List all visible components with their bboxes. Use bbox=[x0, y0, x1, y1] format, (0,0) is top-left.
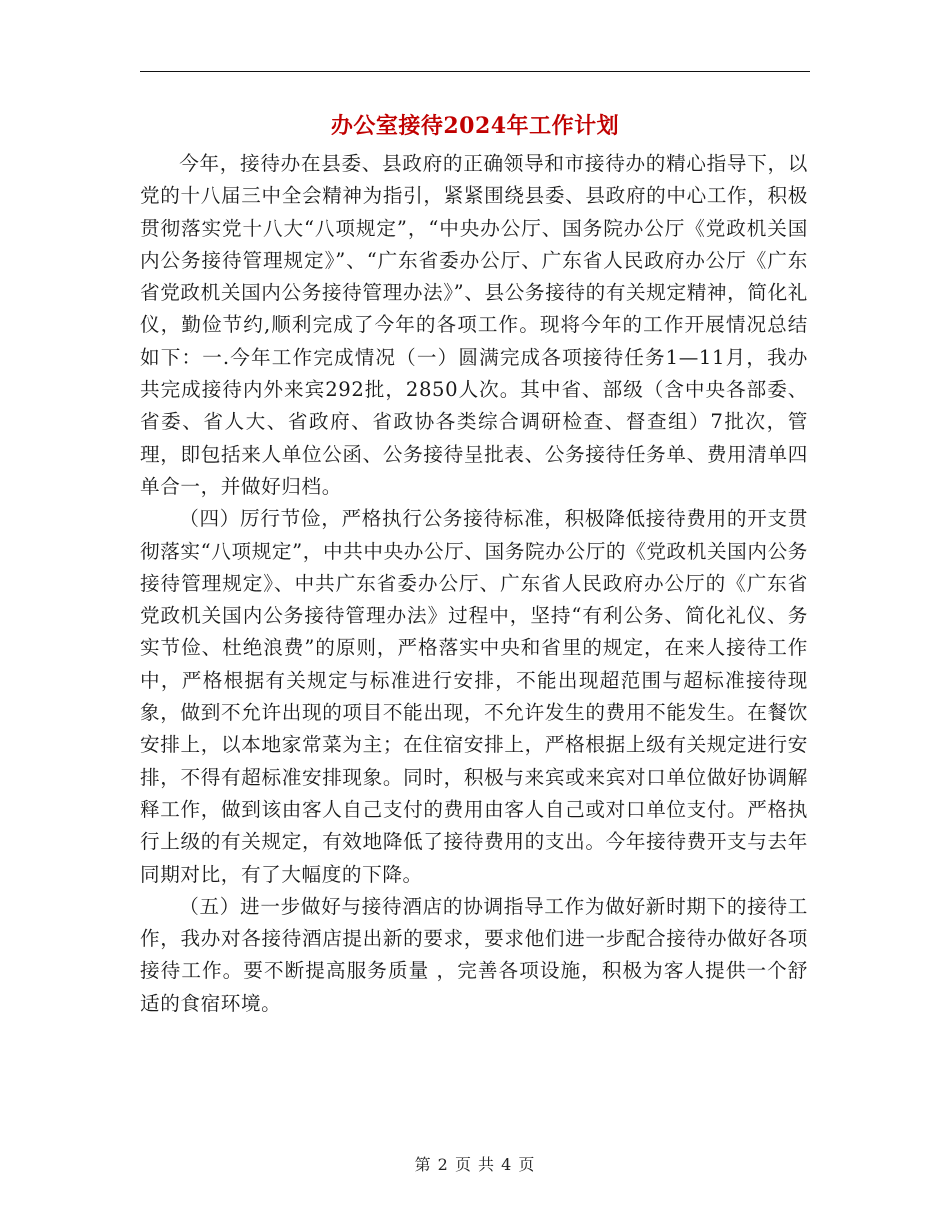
paragraph-summary: 今年，接待办在县委、县政府的正确领导和市接待办的精心指导下，以党的十八届三中全会精神为指引，紧紧围绕县委、县政府的中心工作，积极贯彻落实党十八大“八项规定”，“中央办公厅、国务院办公厅《党政机关国内公务接待管理规定》”、“广东省委办公厅、广东省人民政府办公厅《广东省党政机关国内公务接待管理办法》”、县公务接待的有关规定精神，简化礼仪，勤俭节约,顺利完成了今年的各项工作。现将今年的工作开展情况总结如下：一.今年工作完成情况（一）圆满完成各项接待任务1—11月，我办共完成接待内外来宾292批，2850人次。其中省、部级（含中央各部委、省委、省人大、省政府、省政协各类综合调研检查、督查组）7批次，管理，即包括来人单位公函、公务接待呈批表、公务接待任务单、费用清单四单合一，并做好归档。 bbox=[140, 152, 808, 498]
paragraph-section-five: （五）进一步做好与接待酒店的协调指导工作为做好新时期下的接待工作，我办对各接待酒店提出新的要求，要求他们进一步配合接待办做好各项接待工作。要不断提高服务质量 ，完善各项设施，积极为客人提供一个舒适的食宿环境。 bbox=[140, 894, 808, 1015]
paragraph-section-four: （四）厉行节俭，严格执行公务接待标准，积极降低接待费用的开支贯彻落实“八项规定”，中共中央办公厅、国务院办公厅的《党政机关国内公务接待管理规定》、中共广东省委办公厅、广东省人民政府办公厅的《广东省党政机关国内公务接待管理办法》过程中，坚持“有利公务、简化礼仪、务实节俭、杜绝浪费”的原则，严格落实中央和省里的规定，在来人接待工作中，严格根据有关规定与标准进行安排，不能出现超范围与超标准接待现象，做到不允许出现的项目不能出现，不允许发生的费用不能发生。在餐饮安排上，以本地家常菜为主；在住宿安排上，严格根据上级有关规定进行安排，不得有超标准安排现象。同时，积极与来宾或来宾对口单位做好协调解释工作，做到该由客人自己支付的费用由客人自己或对口单位支付。严格执行上级的有关规定，有效地降低了接待费用的支出。今年接待费开支与去年同期对比，有了大幅度的下降。 bbox=[140, 507, 808, 886]
header-rule bbox=[140, 71, 810, 72]
page-footer: 第 2 页 共 4 页 bbox=[414, 1155, 536, 1174]
document-body bbox=[140, 148, 808, 1020]
document-title: 办公室接待2024年工作计划 bbox=[330, 113, 620, 139]
